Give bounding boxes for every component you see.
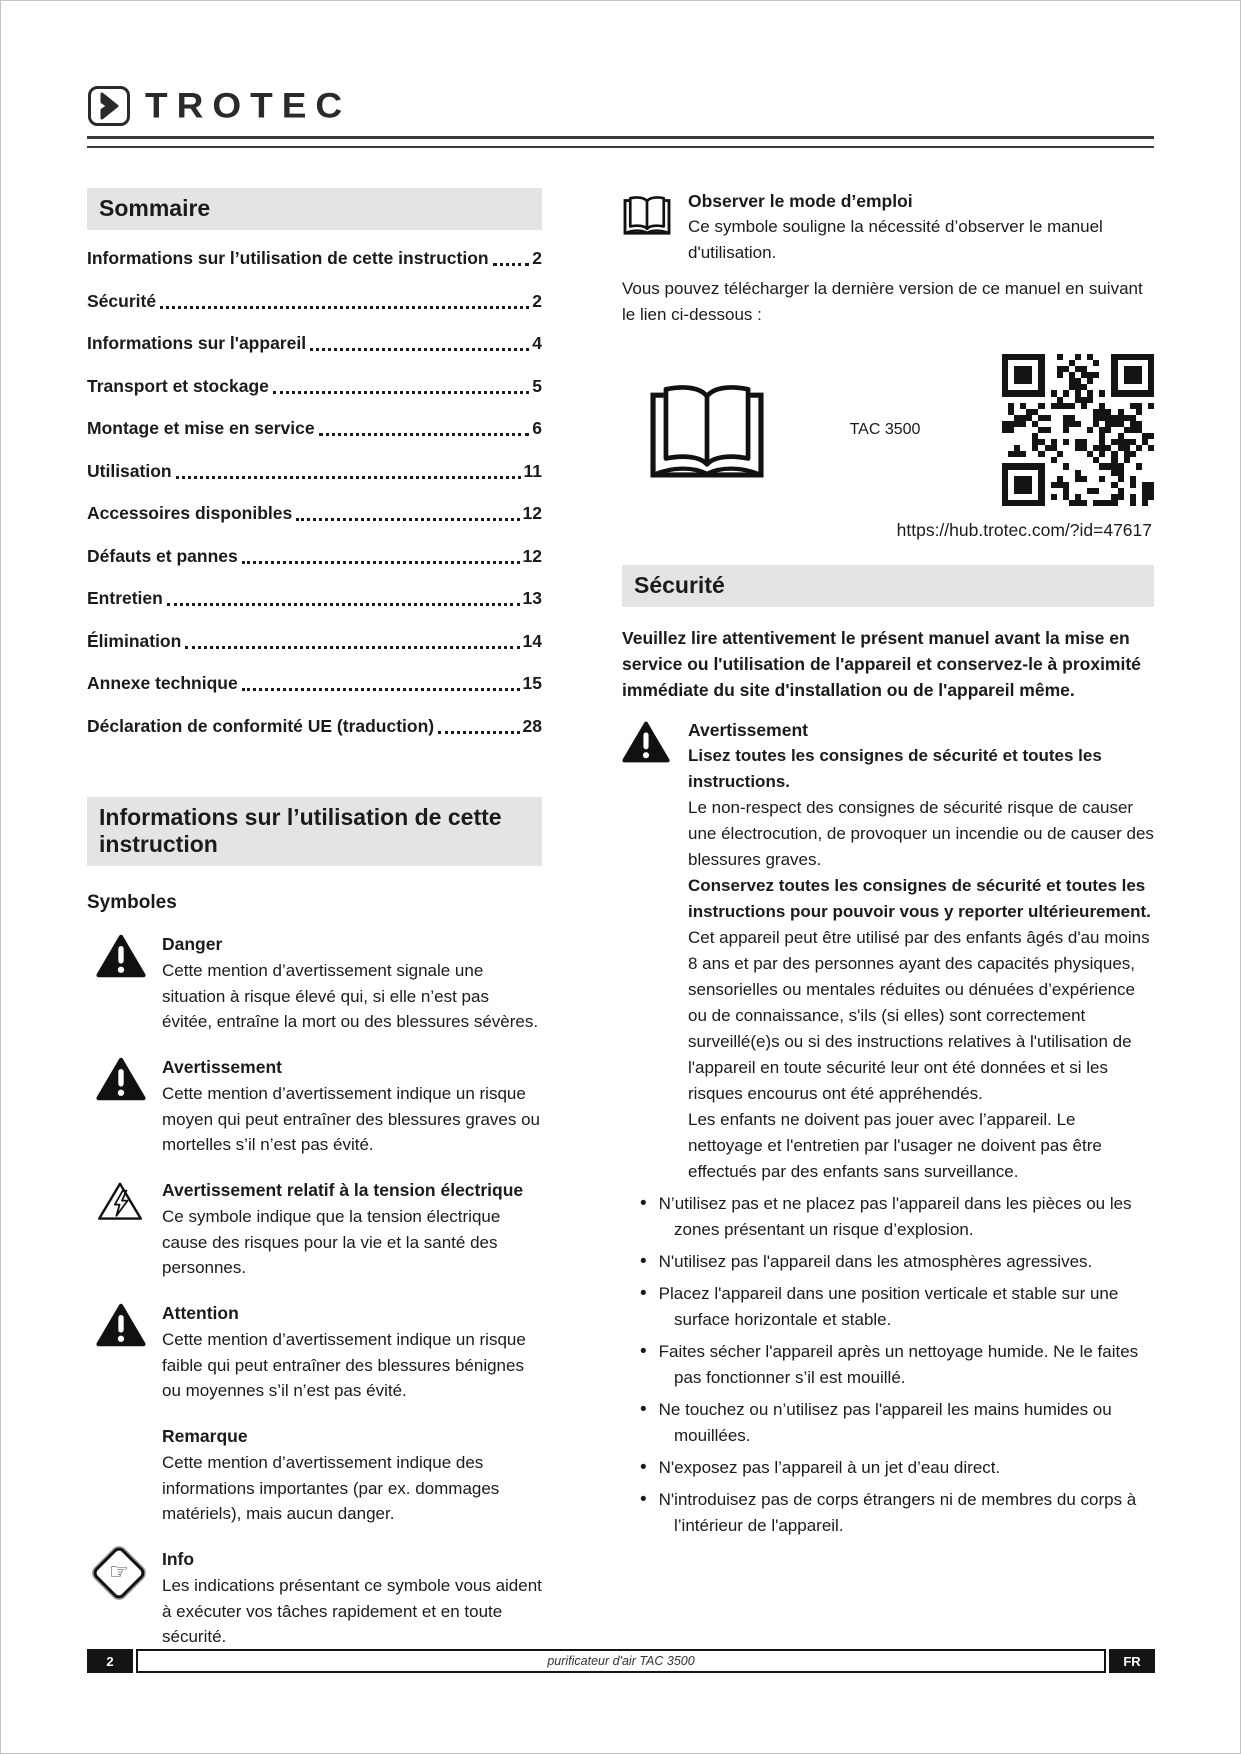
- toc-entry-page: 12: [522, 503, 542, 523]
- toc-entry-label: Sécurité: [87, 290, 157, 311]
- left-column: [87, 188, 542, 1670]
- footer-document-title: purificateur d'air TAC 3500: [547, 1654, 695, 1668]
- toc-entry-label: Défauts et pannes: [87, 545, 238, 566]
- page-footer: [87, 1649, 1155, 1673]
- toc-leader-dots: [319, 433, 530, 436]
- toc-entry-label: Montage et mise en service: [87, 418, 315, 438]
- toc-entry-label: Annexe technique: [87, 673, 238, 693]
- toc-leader-dots: [242, 561, 520, 564]
- warning-paragraph: Lisez toutes les consignes de sécurité et toutes les instructions.: [688, 746, 1102, 791]
- symbol-danger: [87, 932, 542, 1035]
- toc-entry[interactable]: [87, 333, 542, 354]
- symbol-title: Remarque: [162, 1425, 248, 1446]
- toc-entry[interactable]: [87, 673, 542, 694]
- warning-triangle-icon: [622, 717, 688, 1185]
- safety-bullet: • N'exposez pas l’appareil à un jet d’eau direct.: [622, 1455, 1154, 1481]
- symbol-description: Cette mention d’avertissement indique des informations importantes (par ex. dommages matériels), mais aucun danger.: [162, 1453, 500, 1523]
- safety-bullet: • Placez l'appareil dans une position verticale et stable sur une surface horizontale et stable.: [622, 1281, 1154, 1333]
- toc-entry-label: Accessoires disponibles: [87, 503, 293, 523]
- symbol-description: Cette mention d’avertissement signale une situation à risque élevé qui, si elle n’est pas évitée, entraîne la mort ou des blessures sévères.: [162, 961, 539, 1031]
- electrical-hazard-icon: [87, 1178, 162, 1281]
- toc-leader-dots: [160, 306, 529, 309]
- toc-entry-page: 11: [523, 460, 542, 481]
- safety-bullet: • N'introduisez pas de corps étrangers ni de membres du corps à l’intérieur de l'appareil.: [622, 1487, 1154, 1539]
- toc-leader-dots: [296, 518, 519, 521]
- brand-logo: [87, 85, 1154, 127]
- usage-note-title: Observer le mode d’emploi: [688, 191, 913, 211]
- symbol-description: Les indications présentant ce symbole vous aident à exécuter vos tâches rapidement et en toute sécurité.: [162, 1576, 542, 1646]
- footer-language-badge: FR: [1109, 1649, 1155, 1673]
- toc-entry-page: 28: [522, 715, 542, 736]
- symbol-info: [87, 1547, 542, 1650]
- warning-triangle-icon: [87, 932, 162, 1035]
- symbol-title: Avertissement relatif à la tension électrique: [162, 1179, 524, 1200]
- manual-media-row: [622, 354, 1154, 506]
- symbol-warning: [87, 1055, 542, 1158]
- toc-entry[interactable]: [87, 631, 542, 652]
- toc-entry[interactable]: [87, 503, 542, 524]
- toc-entry-page: 15: [522, 673, 542, 693]
- toc-entry[interactable]: [87, 291, 542, 312]
- footer-page-number: 2: [87, 1649, 133, 1673]
- symbol-description: Cette mention d’avertissement indique un risque moyen qui peut entraîner des blessures graves ou mortelles s’il n’est pas évité.: [162, 1084, 541, 1154]
- header-divider: [87, 136, 1154, 148]
- brand-logo-text: TROTEC: [145, 85, 352, 126]
- toc-entry-label: Utilisation: [87, 460, 172, 481]
- security-section-title: Sécurité: [622, 565, 1154, 607]
- safety-bullet-list: [622, 1191, 1154, 1539]
- toc-leader-dots: [493, 263, 530, 266]
- toc-title: Sommaire: [87, 188, 542, 230]
- warning-triangle-icon: [87, 1301, 162, 1404]
- symbol-description: Ce symbole indique que la tension électrique cause des risques pour la vie et la santé des personnes.: [162, 1207, 501, 1277]
- open-book-icon: [622, 188, 688, 266]
- warning-paragraph: Cet appareil peut être utilisé par des enfants âgés d'au moins 8 ans et par des personnes ayant des capacités physiques, sensorielles ou mentales réduites ou dénuées d’expérience ou de connaissance, s'ils (si elles) sont correctement surveillé(e)s ou si des instructions relatives à l'utilisation de l'appareil en toute sécurité leur ont été données et si les risques encourus ont été appréhendés.: [688, 928, 1150, 1103]
- toc-entry-label: Élimination: [87, 630, 182, 651]
- safety-bullet: • Faites sécher l'appareil après un nettoyage humide. Ne le faites pas fonctionner s’il est mouillé.: [622, 1339, 1154, 1391]
- symbol-title: Info: [162, 1548, 195, 1569]
- symbol-title: Danger: [162, 933, 223, 954]
- toc-entry[interactable]: [87, 418, 542, 439]
- symbol-attention: [87, 1301, 542, 1404]
- symbol-title: Avertissement: [162, 1056, 282, 1077]
- symbol-description: Cette mention d’avertissement indique un risque faible qui peut entraîner des blessures bénignes ou moyennes s’il n’est pas évité.: [162, 1330, 526, 1400]
- page-header: [1, 1, 1240, 148]
- toc-entry-page: 12: [522, 545, 542, 566]
- toc-entry-page: 13: [522, 588, 542, 608]
- toc-entry[interactable]: [87, 248, 542, 269]
- toc-entry[interactable]: [87, 461, 542, 482]
- toc-entry-label: Transport et stockage: [87, 375, 269, 396]
- toc-entry-label: Informations sur l'appareil: [87, 333, 307, 353]
- symbol-electrical-warning: [87, 1178, 542, 1281]
- warning-paragraph: Conservez toutes les consignes de sécurité et toutes les instructions pour pouvoir vous y reporter ultérieurement.: [688, 876, 1151, 921]
- toc-entry-page: 4: [532, 333, 542, 353]
- toc-entry-page: 14: [522, 630, 542, 651]
- pointing-hand-diamond-icon: ☞: [87, 1547, 162, 1650]
- symbol-note: [87, 1424, 542, 1527]
- warning-title: Avertissement: [688, 720, 808, 740]
- warning-paragraph: Les enfants ne doivent pas jouer avec l’appareil. Le nettoyage et l'entretien par l'usager ne doivent pas être effectués par des enfants sans surveillance.: [688, 1110, 1102, 1181]
- download-paragraph: Vous pouvez télécharger la dernière version de ce manuel en suivant le lien ci-dessous :: [622, 279, 1143, 324]
- toc-entry-label: Déclaration de conformité UE (traduction): [87, 715, 435, 736]
- toc-entry[interactable]: [87, 588, 542, 609]
- toc-leader-dots: [167, 603, 520, 606]
- usage-note: [622, 188, 1154, 266]
- symbol-title: Attention: [162, 1302, 239, 1323]
- right-column: [622, 188, 1154, 1670]
- safety-bullet: • N’utilisez pas et ne placez pas l'appareil dans les pièces ou les zones présentant un risque d’explosion.: [622, 1191, 1154, 1243]
- warning-paragraph: Le non-respect des consignes de sécurité risque de causer une électrocution, de provoquer un incendie ou de causer des blessures graves.: [688, 798, 1154, 869]
- toc-leader-dots: [185, 646, 519, 649]
- info-section-title: Informations sur l’utilisation de cette instruction: [87, 797, 542, 866]
- toc-entry-page: 5: [532, 375, 542, 396]
- manual-download-link[interactable]: https://hub.trotec.com/?id=47617: [896, 520, 1152, 540]
- toc-entry-label: Entretien: [87, 588, 163, 608]
- toc-leader-dots: [438, 731, 519, 734]
- open-book-icon: [646, 374, 768, 487]
- footer-strip: [136, 1649, 1106, 1673]
- toc-entry-page: 2: [532, 290, 542, 311]
- usage-note-text: Ce symbole souligne la nécessité d’observer le manuel d'utilisation.: [688, 217, 1103, 262]
- model-label: TAC 3500: [849, 421, 921, 438]
- toc-leader-dots: [273, 391, 529, 394]
- security-intro: Veuillez lire attentivement le présent manuel avant la mise en service ou l'utilisation de l'appareil et conservez-le à proximité immédiate du site d'installation ou de l'appareil même.: [622, 628, 1141, 700]
- warning-triangle-icon: [87, 1055, 162, 1158]
- toc-leader-dots: [310, 348, 529, 351]
- toc-entry[interactable]: [87, 546, 542, 567]
- qr-code: [1002, 354, 1154, 506]
- symbols-heading: Symboles: [87, 891, 177, 913]
- toc-entry-page: 2: [532, 248, 542, 268]
- toc-entry[interactable]: [87, 376, 542, 397]
- no-icon-spacer: [87, 1424, 162, 1527]
- toc-entry-page: 6: [532, 418, 542, 438]
- safety-bullet: • N'utilisez pas l'appareil dans les atmosphères agressives.: [622, 1249, 1154, 1275]
- table-of-contents: [87, 248, 542, 737]
- trotec-chevron-icon: [87, 85, 131, 127]
- toc-entry[interactable]: [87, 716, 542, 737]
- content-columns: [1, 148, 1240, 1670]
- toc-leader-dots: [176, 476, 521, 479]
- safety-bullet: • Ne touchez ou n’utilisez pas l'appareil les mains humides ou mouillées.: [622, 1397, 1154, 1449]
- toc-entry-label: Informations sur l’utilisation de cette instruction: [87, 248, 489, 268]
- security-warning-block: [622, 717, 1154, 1185]
- toc-leader-dots: [242, 688, 520, 691]
